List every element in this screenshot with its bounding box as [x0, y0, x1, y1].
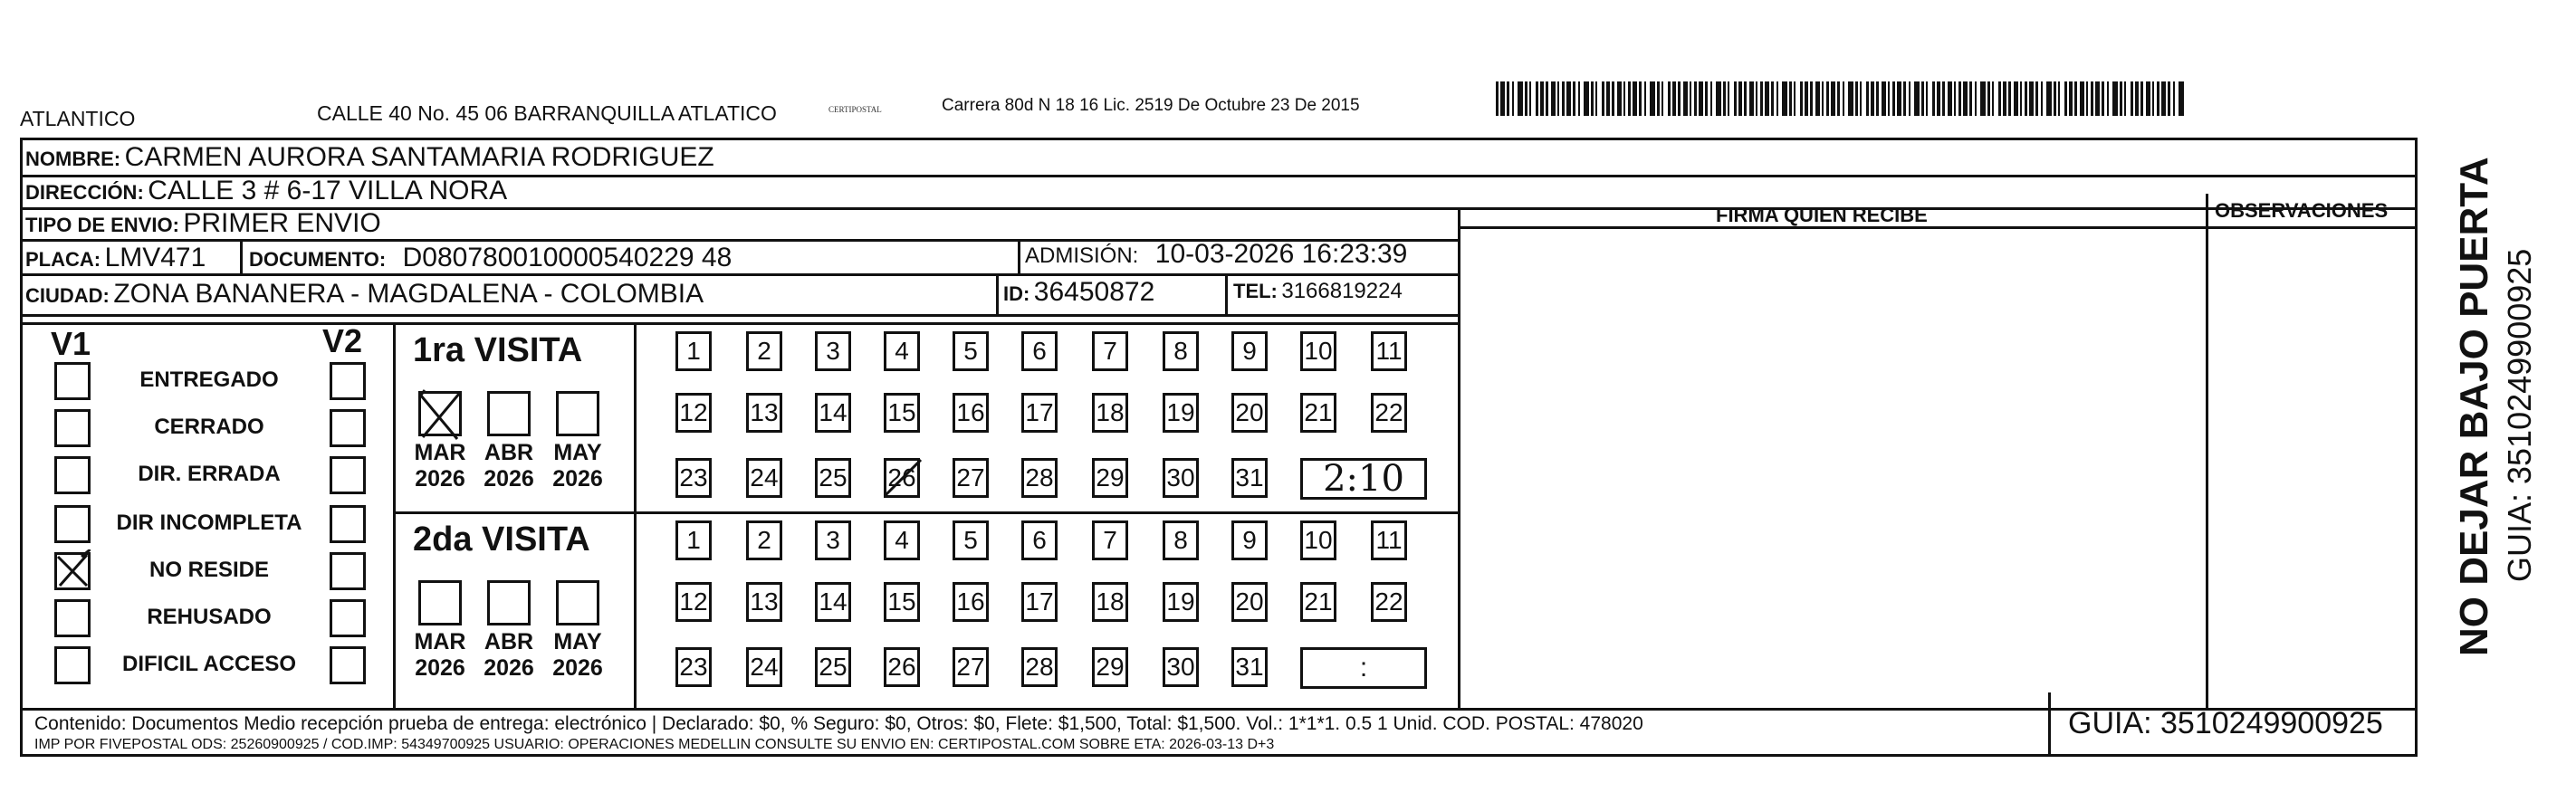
sender-address: CALLE 40 No. 45 06 BARRANQUILLA ATLATICO — [317, 101, 777, 125]
day-box[interactable] — [953, 520, 989, 560]
day-number: 7 — [1103, 526, 1117, 554]
day-number: 14 — [819, 398, 847, 426]
day-box[interactable] — [746, 582, 782, 622]
day-number: 28 — [1025, 653, 1054, 681]
day-box[interactable] — [815, 520, 851, 560]
day-number: 4 — [895, 337, 909, 365]
day-box[interactable] — [746, 393, 782, 433]
month-name: MAY — [553, 629, 602, 654]
day-number: 16 — [956, 587, 985, 616]
v1-checkbox[interactable] — [54, 505, 91, 543]
documento-value: D080780010000540229 48 — [402, 243, 733, 272]
v1-checkbox[interactable] — [54, 362, 91, 400]
day-box[interactable] — [675, 582, 712, 622]
day-number: 17 — [1025, 587, 1054, 616]
day-box[interactable] — [815, 331, 851, 371]
day-box[interactable] — [1092, 582, 1128, 622]
day-box[interactable] — [1231, 582, 1268, 622]
day-number: 11 — [1375, 337, 1403, 365]
day-box[interactable] — [1163, 331, 1199, 371]
day-box[interactable] — [675, 458, 712, 498]
day-number: 29 — [1096, 653, 1125, 681]
v1-label: V1 — [51, 325, 91, 362]
day-number: 19 — [1166, 398, 1195, 426]
month-checkbox[interactable] — [556, 391, 599, 436]
v2-checkbox[interactable] — [330, 409, 366, 447]
day-box[interactable] — [1300, 331, 1336, 371]
day-number: 31 — [1235, 653, 1264, 681]
day-box[interactable] — [884, 331, 920, 371]
day-number: 22 — [1374, 398, 1403, 426]
city-field — [25, 279, 704, 310]
month-label — [408, 440, 472, 492]
id-value: 36450872 — [1033, 277, 1155, 307]
day-number: 5 — [963, 526, 978, 554]
day-box[interactable] — [1231, 520, 1268, 560]
month-year: 2026 — [484, 466, 534, 492]
time-box[interactable]: 2:10 — [1300, 458, 1427, 500]
content-summary: Contenido: Documentos Medio recepción prueba de entrega: electrónico | Declarado: $0, % Seguro: $0, Otros: $0, Flete: $1,500, Total: $1,500. Vol.: 1*1*1. 0.5 1 Unid. COD. POSTAL: 478020 — [34, 713, 1643, 734]
month-year: 2026 — [552, 466, 603, 492]
day-box[interactable] — [884, 647, 920, 687]
status-label: NO RESIDE — [148, 558, 270, 582]
day-box[interactable] — [953, 458, 989, 498]
day-box[interactable] — [1021, 520, 1058, 560]
placa-label: PLACA: — [25, 248, 101, 271]
day-box[interactable] — [1021, 331, 1058, 371]
day-box[interactable] — [675, 331, 712, 371]
day-number: 21 — [1304, 587, 1333, 616]
v2-checkbox[interactable] — [330, 505, 366, 543]
time-box[interactable]: : — [1300, 647, 1427, 689]
day-box[interactable] — [1300, 393, 1336, 433]
day-box[interactable] — [746, 520, 782, 560]
day-box[interactable] — [746, 458, 782, 498]
month-label — [477, 440, 541, 492]
day-number: 10 — [1304, 526, 1333, 554]
recipient-address — [25, 176, 507, 206]
day-number: 1 — [686, 337, 701, 365]
document-field — [249, 243, 732, 273]
tel-value: 3166819224 — [1281, 279, 1403, 303]
status-label: DIR INCOMPLETA — [116, 511, 302, 535]
day-number: 28 — [1025, 463, 1054, 492]
month-year: 2026 — [552, 655, 603, 681]
day-number: 3 — [826, 526, 840, 554]
guia-box: GUIA: 3510249900925 — [2068, 706, 2383, 740]
month-checkbox[interactable] — [487, 580, 531, 625]
side-guia: GUIA: 3510249900925 — [2501, 248, 2538, 582]
barcode — [1496, 81, 2184, 116]
no-dejar-bajo-puerta: NO DEJAR BAJO PUERTA — [2452, 157, 2496, 656]
department-label: ATLANTICO — [20, 107, 136, 130]
admission-field — [1025, 239, 1407, 270]
day-number: 21 — [1304, 398, 1333, 426]
tipo-value: PRIMER ENVIO — [183, 208, 381, 238]
day-box[interactable] — [1163, 647, 1199, 687]
month-name: MAY — [553, 440, 602, 465]
v2-checkbox[interactable] — [330, 552, 366, 590]
day-number: 8 — [1173, 337, 1188, 365]
v1-checkbox[interactable] — [54, 646, 91, 684]
day-number: 20 — [1235, 587, 1264, 616]
day-number: 3 — [826, 337, 840, 365]
day-number: 5 — [963, 337, 978, 365]
direccion-label: DIRECCIÓN: — [25, 181, 144, 204]
nombre-value: CARMEN AURORA SANTAMARIA RODRIGUEZ — [124, 142, 714, 172]
v2-checkbox[interactable] — [330, 599, 366, 637]
day-number: 19 — [1166, 587, 1195, 616]
month-checkbox[interactable] — [418, 580, 462, 625]
v1-checkbox[interactable] — [54, 599, 91, 637]
v1-checkbox[interactable] — [54, 552, 91, 590]
month-name: ABR — [484, 629, 534, 654]
ciudad-value: ZONA BANANERA - MAGDALENA - COLOMBIA — [113, 279, 704, 309]
month-year: 2026 — [484, 655, 534, 681]
month-year: 2026 — [415, 655, 465, 681]
certipostal-logo: CERTIPOSTAL — [828, 105, 882, 114]
day-number: 16 — [956, 398, 985, 426]
day-box[interactable] — [746, 647, 782, 687]
day-number: 20 — [1235, 398, 1264, 426]
day-box[interactable] — [1021, 647, 1058, 687]
id-label: ID: — [1003, 282, 1030, 305]
day-number: 1 — [686, 526, 701, 554]
day-number: 23 — [679, 463, 708, 492]
day-box[interactable] — [1231, 458, 1268, 498]
visit-title: 2da VISITA — [413, 520, 590, 559]
day-box[interactable] — [1092, 393, 1128, 433]
imp-line: IMP POR FIVEPOSTAL ODS: 25260900925 / COD.IMP: 54349700925 USUARIO: OPERACIONES MEDELLIN CONSULTE SU ENVIO EN: CERTIPOSTAL.COM SOBRE ETA: 2026-03-13 D+3 — [34, 737, 1275, 752]
day-box[interactable] — [1163, 458, 1199, 498]
month-label — [546, 440, 609, 492]
day-box[interactable] — [1163, 393, 1199, 433]
v1-checkbox[interactable] — [54, 456, 91, 494]
firma-header: FIRMA QUIEN RECIBE — [1716, 204, 1928, 226]
v2-checkbox[interactable] — [330, 456, 366, 494]
day-box[interactable] — [884, 582, 920, 622]
status-label: REHUSADO — [147, 605, 272, 629]
day-number: 18 — [1096, 398, 1125, 426]
day-box[interactable] — [953, 582, 989, 622]
day-box[interactable] — [1021, 582, 1058, 622]
tipo-label: TIPO DE ENVIO: — [25, 214, 179, 236]
day-box[interactable] — [1092, 331, 1128, 371]
day-number: 12 — [679, 587, 708, 616]
day-box[interactable] — [953, 647, 989, 687]
day-box[interactable] — [815, 393, 851, 433]
month-label — [408, 629, 472, 682]
day-box[interactable] — [1231, 647, 1268, 687]
day-box[interactable] — [884, 520, 920, 560]
day-box[interactable] — [953, 393, 989, 433]
shipment-type — [25, 208, 381, 239]
day-number: 6 — [1032, 337, 1047, 365]
nombre-label: NOMBRE: — [25, 148, 121, 170]
day-number: 6 — [1032, 526, 1047, 554]
day-number: 9 — [1242, 337, 1257, 365]
id-field — [1003, 277, 1154, 308]
direccion-value: CALLE 3 # 6-17 VILLA NORA — [148, 176, 508, 205]
license-text: Carrera 80d N 18 16 Lic. 2519 De Octubre 23 De 2015 — [942, 96, 1360, 115]
month-checkbox[interactable] — [556, 580, 599, 625]
visit-title: 1ra VISITA — [413, 331, 583, 369]
v2-label: V2 — [322, 322, 363, 359]
day-box[interactable] — [746, 331, 782, 371]
day-number: 27 — [956, 653, 985, 681]
day-number: 9 — [1242, 526, 1257, 554]
day-number: 10 — [1304, 337, 1333, 365]
v2-checkbox[interactable] — [330, 646, 366, 684]
day-number: 27 — [956, 463, 985, 492]
day-number: 18 — [1096, 587, 1125, 616]
day-number: 7 — [1103, 337, 1117, 365]
day-box[interactable] — [1163, 520, 1199, 560]
status-label: DIR. ERRADA — [138, 462, 281, 486]
ciudad-label: CIUDAD: — [25, 284, 110, 307]
day-number: 2 — [757, 337, 771, 365]
month-checkbox[interactable] — [418, 391, 462, 436]
month-name: MAR — [414, 629, 466, 654]
admision-label: ADMISIÓN: — [1025, 243, 1139, 268]
status-label: CERRADO — [154, 415, 264, 439]
month-name: ABR — [484, 440, 534, 465]
day-number: 26 — [887, 653, 916, 681]
day-number: 13 — [750, 398, 779, 426]
day-number: 29 — [1096, 463, 1125, 492]
day-number: 22 — [1374, 587, 1403, 616]
tel-field — [1233, 279, 1403, 304]
status-label: ENTREGADO — [139, 368, 279, 392]
day-number: 30 — [1166, 653, 1195, 681]
day-box[interactable] — [1092, 458, 1128, 498]
tel-label: TEL: — [1233, 280, 1278, 302]
placa-value: LMV471 — [104, 243, 206, 272]
day-box[interactable] — [1092, 647, 1128, 687]
day-number: 23 — [679, 653, 708, 681]
day-box[interactable] — [815, 458, 851, 498]
day-box[interactable] — [1092, 520, 1128, 560]
admision-value: 10-03-2026 16:23:39 — [1154, 239, 1408, 269]
documento-label: DOCUMENTO: — [249, 248, 387, 271]
day-box[interactable] — [675, 393, 712, 433]
day-number: 12 — [679, 398, 708, 426]
month-year: 2026 — [415, 466, 465, 492]
day-number: 4 — [895, 526, 909, 554]
month-label — [546, 629, 609, 682]
day-number: 24 — [750, 653, 779, 681]
day-box[interactable] — [815, 582, 851, 622]
day-number: 2 — [757, 526, 771, 554]
recipient-name — [25, 142, 714, 173]
status-label: DIFICIL ACCESO — [121, 652, 296, 676]
day-box[interactable] — [1300, 582, 1336, 622]
day-box[interactable] — [1231, 331, 1268, 371]
day-box[interactable] — [1371, 393, 1407, 433]
day-box[interactable] — [1371, 582, 1407, 622]
day-number: 24 — [750, 463, 779, 492]
day-number: 17 — [1025, 398, 1054, 426]
day-box[interactable] — [884, 393, 920, 433]
month-checkbox[interactable] — [487, 391, 531, 436]
day-number: 25 — [819, 463, 847, 492]
day-box[interactable] — [1021, 458, 1058, 498]
day-box[interactable] — [884, 458, 920, 498]
day-number: 8 — [1173, 526, 1188, 554]
v1-checkbox[interactable] — [54, 409, 91, 447]
day-number: 26 — [887, 463, 916, 492]
day-box[interactable] — [1163, 582, 1199, 622]
day-box[interactable] — [675, 520, 712, 560]
day-box[interactable] — [1231, 393, 1268, 433]
day-number: 13 — [750, 587, 779, 616]
day-box[interactable] — [1371, 331, 1407, 371]
day-box[interactable] — [675, 647, 712, 687]
day-box[interactable] — [1021, 393, 1058, 433]
day-number: 25 — [819, 653, 847, 681]
day-number: 30 — [1166, 463, 1195, 492]
month-label — [477, 629, 541, 682]
month-name: MAR — [414, 440, 466, 465]
day-box[interactable] — [953, 331, 989, 371]
day-number: 15 — [887, 398, 916, 426]
day-box[interactable] — [1300, 520, 1336, 560]
day-box[interactable] — [815, 647, 851, 687]
day-number: 14 — [819, 587, 847, 616]
day-number: 11 — [1375, 526, 1403, 554]
day-number: 15 — [887, 587, 916, 616]
v2-checkbox[interactable] — [330, 362, 366, 400]
plate-field — [25, 243, 206, 273]
day-number: 31 — [1235, 463, 1264, 492]
day-box[interactable] — [1371, 520, 1407, 560]
observaciones-header: OBSERVACIONES — [2215, 199, 2389, 222]
